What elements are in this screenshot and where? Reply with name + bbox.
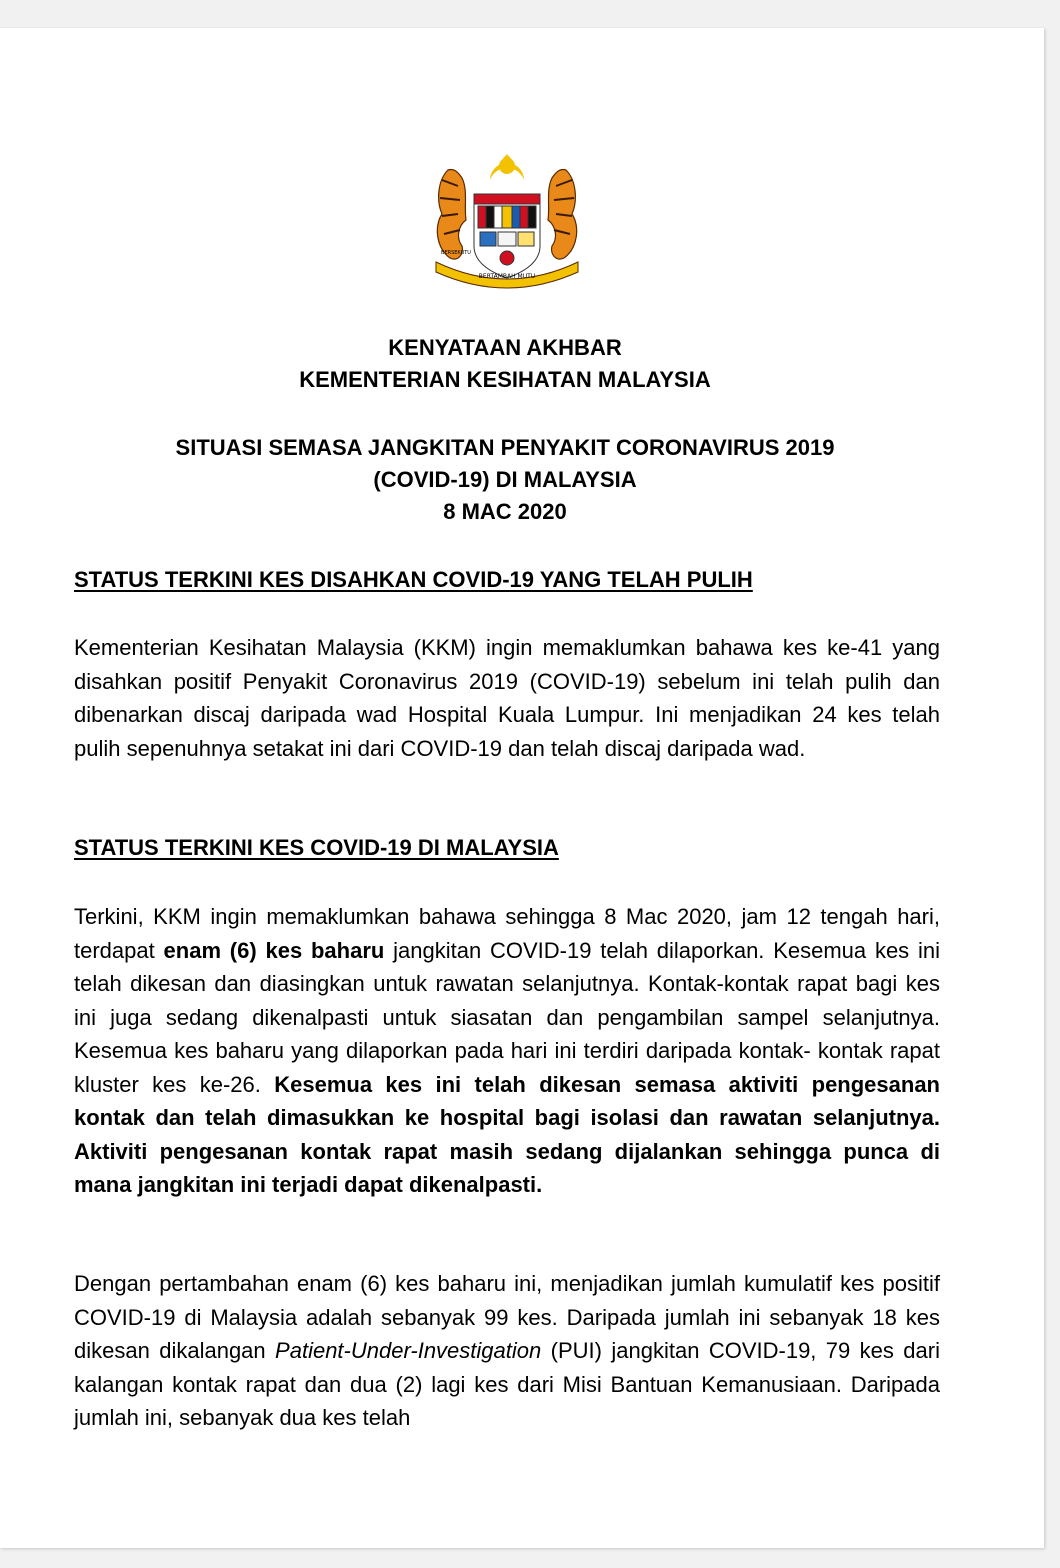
paragraph-new-cases — [74, 900, 940, 1202]
title-line-1: SITUASI SEMASA JANGKITAN PENYAKIT CORONAVIRUS 2019 — [175, 435, 835, 460]
header-line-1: KENYATAAN AKHBAR — [388, 335, 622, 360]
paragraph-recovered: Kementerian Kesihatan Malaysia (KKM) ingin memaklumkan bahawa kes ke-41 yang disahkan positif Penyakit Coronavirus 2019 (COVID-19) sebelum ini telah pulih dan dibenarkan discaj daripada wad Hospital Kuala Lumpur. Ini menjadikan 24 kes telah pulih sepenuhnya setakat ini dari COVID-19 dan telah discaj daripada wad. — [74, 635, 940, 761]
p2-bold-contact-tracing: Kesemua kes ini telah dikesan semasa aktiviti pengesanan kontak dan telah dimasukkan ke hospital bagi isolasi dan rawatan selanjutnya. Aktiviti pengesanan kontak rapat masih sedang dijalankan sehingga punca di mana jangkitan ini terjadi dapat dikenalpasti. — [74, 1071, 940, 1197]
p3-italic-pui: Patient-Under-Investigation — [275, 1338, 542, 1363]
section-heading-recovered: STATUS TERKINI KES DISAHKAN COVID-19 YANG TELAH PULIH — [74, 567, 753, 592]
malaysia-coat-of-arms-emblem — [428, 150, 586, 292]
header-line-2: KEMENTERIAN KESIHATAN MALAYSIA — [299, 367, 711, 392]
document-page — [0, 28, 1044, 1548]
title-date: 8 MAC 2020 — [443, 499, 567, 524]
p2-bold-new-cases: enam (6) kes baharu — [163, 937, 385, 963]
paragraph-cumulative — [74, 1267, 940, 1435]
title-line-2: (COVID-19) DI MALAYSIA — [373, 467, 637, 492]
press-release-header — [0, 332, 1010, 396]
crest-motto-bottom: BERTAMBAH MUTU — [478, 273, 536, 280]
p2-text-2: jangkitan COVID-19 telah dilaporkan. Kesemua kes ini telah dikesan dan diasingkan untuk rawatan selanjutnya. Kontak-kontak rapat bagi kes ini juga sedang dikenalpasti untuk siasatan dan pengambilan sampel selanjutnya. Kesemua kes baharu yang dilaporkan pada hari ini terdiri daripada kontak- kontak rapat kluster kes ke-26. — [74, 937, 940, 1097]
p3-text-1: Dengan pertambahan enam (6) kes baharu ini, menjadikan jumlah kumulatif kes positif COVID-19 di Malaysia adalah sebanyak 99 kes. Daripada jumlah ini sebanyak 18 kes dikesan dikalangan — [74, 1271, 940, 1363]
p2-text-1: Terkini, KKM ingin memaklumkan bahawa sehingga 8 Mac 2020, jam 12 tengah hari, terdapat — [74, 904, 940, 963]
crest-motto-left: BERSEKUTU — [441, 250, 471, 256]
p3-text-2: (PUI) jangkitan COVID-19, 79 kes dari kalangan kontak rapat dan dua (2) lagi kes dari Misi Bantuan Kemanusiaan. Daripada jumlah ini, sebanyak dua kes telah — [74, 1338, 940, 1430]
section-heading-current-status: STATUS TERKINI KES COVID-19 DI MALAYSIA — [74, 835, 559, 860]
document-title — [0, 432, 1010, 528]
